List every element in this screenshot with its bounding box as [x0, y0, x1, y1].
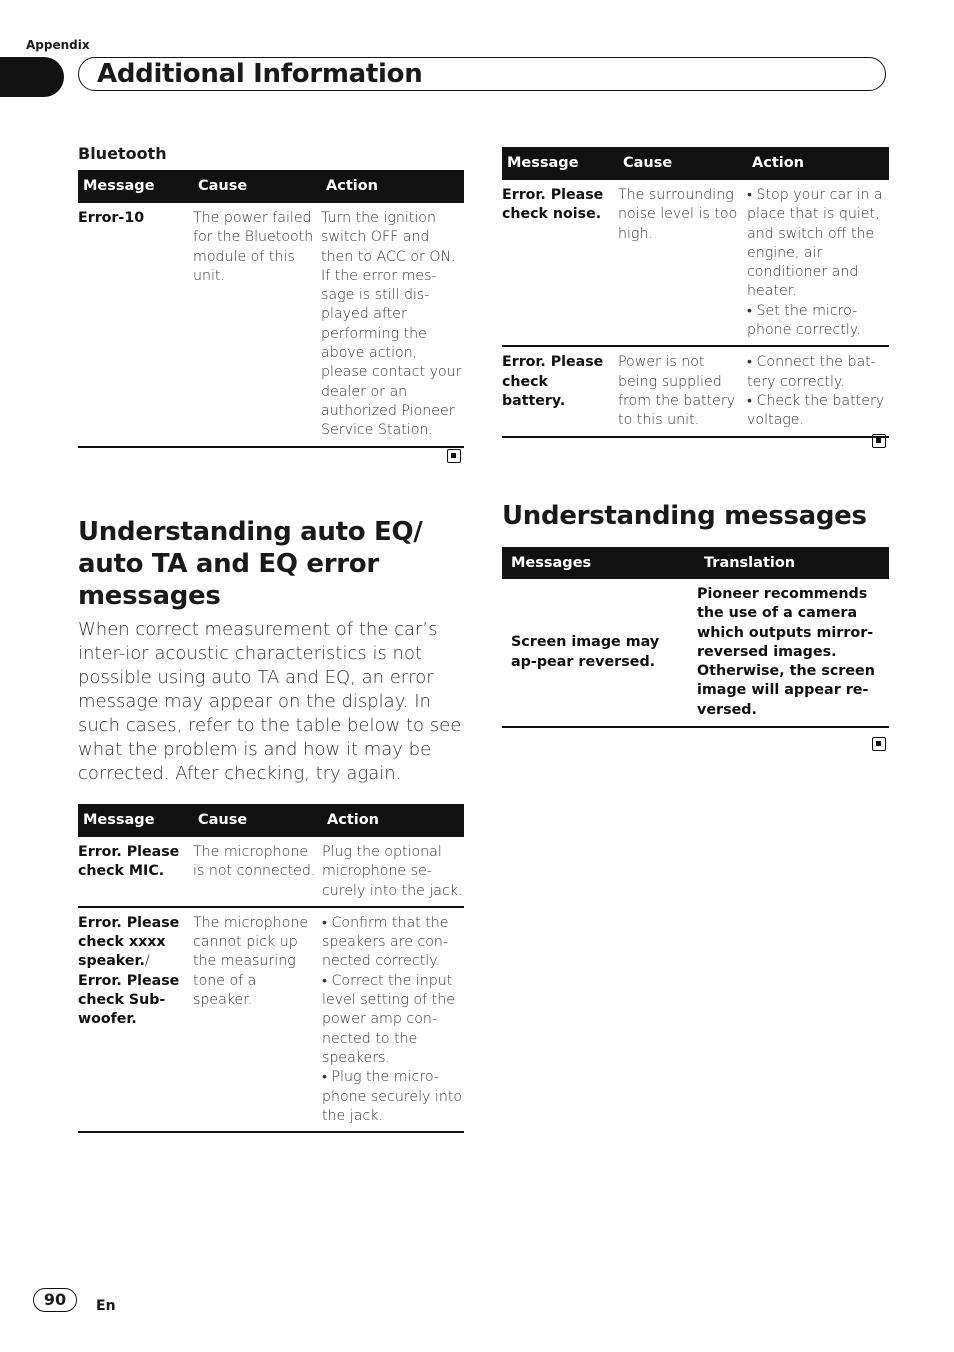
- page-header: [78, 57, 886, 91]
- table-row: [502, 346, 889, 436]
- section-tab-marker: [0, 57, 64, 97]
- message-cell: [78, 907, 193, 1132]
- bluetooth-table: [78, 170, 464, 448]
- action-item: • Set the micro-phone correctly.: [747, 302, 861, 339]
- action-item: • Plug the micro-phone securely into the jack.: [322, 1069, 463, 1124]
- table-row: [78, 907, 464, 1132]
- cause-cell: The surrounding noise level is too high.: [618, 180, 747, 346]
- table-header-row: [502, 147, 889, 180]
- table-row: [78, 837, 464, 907]
- column-header: Translation: [695, 547, 889, 579]
- column-header: Message: [502, 147, 618, 180]
- column-header: Action: [747, 147, 889, 180]
- action-item: • Stop your car in a place that is quiet, and switch off the engine, air conditioner and heater.: [747, 187, 883, 300]
- column-header: Cause: [193, 804, 322, 837]
- cause-cell: The microphone cannot pick up the measuring tone of a speaker.: [193, 907, 322, 1132]
- eq-section-title: Understanding auto EQ/ auto TA and EQ error messages: [78, 517, 423, 611]
- action-cell: [322, 907, 464, 1132]
- action-item: • Correct the input level setting of the power amp con-nected to the speakers.: [322, 972, 455, 1066]
- eq-error-table: [78, 804, 464, 1133]
- column-header: Cause: [193, 170, 321, 203]
- table-header-row: [78, 170, 464, 203]
- column-header: Action: [322, 804, 464, 837]
- message-cell: Error-10: [78, 203, 193, 447]
- translation-cell: Pioneer recommends the use of a camera which outputs mirror-reversed images. Otherwise, the screen image will appear re-versed.: [695, 579, 889, 727]
- message-cell: Error. Please check battery.: [502, 346, 618, 436]
- messages-section-title: Understanding messages: [502, 501, 867, 531]
- messages-table: [502, 547, 889, 728]
- page-title: Additional Information: [97, 59, 423, 89]
- page-number: 90: [33, 1288, 77, 1312]
- column-header: Message: [78, 804, 193, 837]
- table-header-row: [502, 547, 889, 579]
- column-header: Cause: [618, 147, 747, 180]
- section-label: Appendix: [26, 38, 90, 52]
- end-of-section-icon: [447, 449, 461, 463]
- table-row: [502, 579, 889, 727]
- cause-cell: The microphone is not connected.: [193, 837, 322, 907]
- table-header-row: [78, 804, 464, 837]
- column-header: Message: [78, 170, 193, 203]
- message-cell: Screen image may ap-pear reversed.: [502, 579, 695, 727]
- end-of-section-icon: [872, 434, 886, 448]
- language-label: En: [96, 1298, 116, 1314]
- column-header: Action: [321, 170, 464, 203]
- message-cell: Error. Please check noise.: [502, 180, 618, 346]
- cause-cell: Power is not being supplied from the battery to this unit.: [618, 346, 747, 436]
- message-part: Error. Please check Sub-woofer.: [78, 972, 180, 1028]
- action-cell: [747, 180, 889, 346]
- action-item: • Confirm that the speakers are con-nected correctly.: [322, 914, 449, 970]
- cause-cell: The power failed for the Bluetooth module of this unit.: [193, 203, 321, 447]
- table-row: [502, 180, 889, 346]
- message-separator: /: [144, 953, 150, 970]
- message-cell: Error. Please check MIC.: [78, 837, 193, 907]
- action-cell: Turn the ignition switch OFF and then to ACC or ON. If the error mes-sage is still dis-played after performing the above action, please contact your dealer or an authorized Pioneer Service Station.: [321, 203, 464, 447]
- end-of-section-icon: [872, 737, 886, 751]
- table-row: [78, 203, 464, 447]
- bluetooth-heading: Bluetooth: [78, 144, 167, 163]
- action-item: • Check the battery voltage.: [747, 392, 885, 429]
- action-cell: [747, 346, 889, 436]
- eq-error-table-continued: [502, 147, 889, 438]
- action-cell: Plug the optional microphone se-curely into the jack.: [322, 837, 464, 907]
- action-item: • Connect the bat-tery correctly.: [747, 354, 876, 390]
- message-part: Error. Please check xxxx speaker.: [78, 914, 180, 970]
- eq-section-paragraph: When correct measurement of the car’s inter-ior acoustic characteristics is not possible using auto TA and EQ, an error message may appear on the display. In such cases, refer to the table below to see what the problem is and how it may be corrected. After checking, try again.: [78, 619, 462, 784]
- column-header: Messages: [502, 547, 695, 579]
